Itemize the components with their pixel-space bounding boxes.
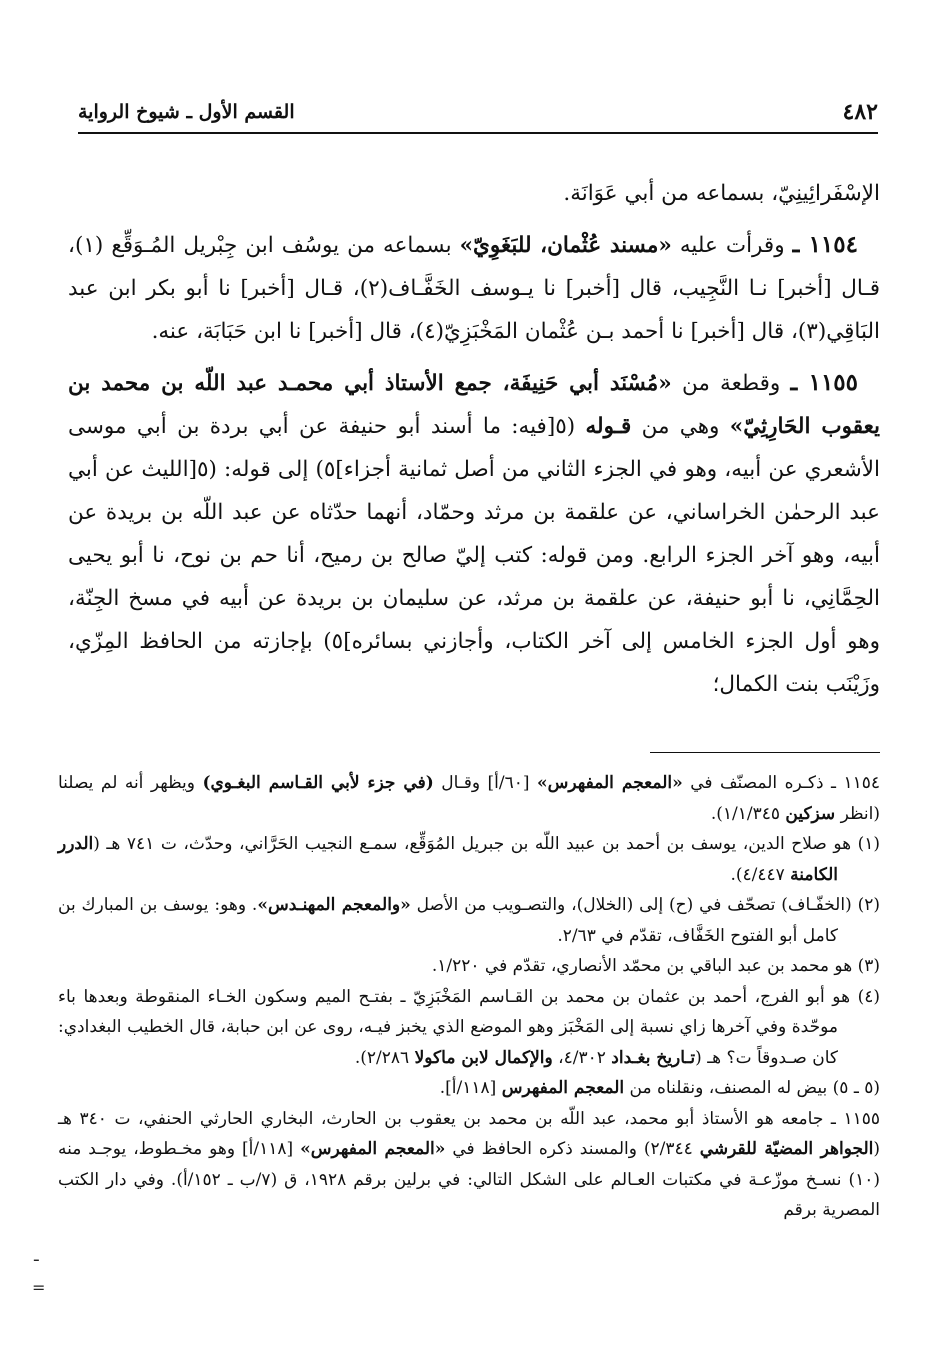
footnote-text: (٥ ـ ٥) بيض له المصنف، ونقلناه من bbox=[624, 1078, 880, 1098]
footnote-bold: الدرر الكامنة bbox=[58, 834, 838, 885]
footnote-text: ٢/٣٤٤) والمسند ذكره الحافظ في bbox=[445, 1139, 700, 1159]
footnote-text: ١/١/٣٤٥). bbox=[710, 803, 786, 824]
entry-1154-intro: وقرأت عليه bbox=[671, 233, 793, 258]
footnote-text: [١١٨/أ]. bbox=[439, 1078, 502, 1098]
footnote-1 bbox=[58, 829, 880, 890]
entry-1154 bbox=[68, 223, 880, 353]
footnote-text: (١) هو صلاح الدين، يوسف بن أحمد بن عبيد اللّه بن جبريل المُوَقِّع، سمـع النجيب الحَرَّاني، وحدّث، ت ٧٤١ هـ ( bbox=[93, 834, 881, 854]
footnote-text: [٦٠/أ] وقـال bbox=[433, 773, 537, 793]
footnote-bold: «والمعجم المهنـدس» bbox=[257, 895, 411, 915]
entry-1155-connector: وهي من bbox=[631, 414, 730, 439]
running-head: القسم الأول ـ شيوخ الرواية bbox=[78, 101, 295, 123]
entry-1155 bbox=[68, 361, 880, 706]
footnote-text: ٢/٢٨٦). bbox=[354, 1047, 415, 1068]
footnote-bold: «المعجم المفهرس» bbox=[536, 773, 683, 793]
footnote-text: ١١٥٤ ـ ذكـره المصنّف في bbox=[682, 773, 880, 793]
main-text bbox=[68, 172, 880, 714]
entry-number-1154: ١١٥٤ ـ bbox=[792, 231, 858, 258]
entry-1155-title: «مُسْنَد أبي حَنِيفَة، جمع الأستاذ أبي محمـد عبد اللّه بن محمد بن يعقوب الحَارِثِيّ» bbox=[68, 371, 880, 439]
entry-1155-intro: وقطعة من bbox=[671, 371, 791, 396]
footnote-bold: الجواهر المضيّة للقرشي bbox=[699, 1139, 874, 1159]
footnote-text: (٣) هو محمد بن عبد الباقي بن محمّد الأنصاري، تقدّم في ١/٢٢٠. bbox=[431, 956, 880, 976]
entry-1154-chain: بسماعه من يوسُف ابن جِبْريل المُـوَقِّع (١)، قـال [أخبر] نـا النَّجِيب، قال [أخبر] نا يـوسف الخَفَّـاف(٢)، قـال [أخبر] نا أبو بكر ابن عبد البَاقِي(٣)، قال [أخبر] نا أحمد بـن عُثْمان المَخْبَزِيّ(٤)، قال [أخبر] نا ابن حَبَابَة، عنه. bbox=[68, 233, 880, 344]
footnote-bold: والإكمال لابن ماكولا bbox=[414, 1047, 553, 1068]
footnote-2 bbox=[58, 890, 880, 951]
footnotes bbox=[58, 768, 880, 1226]
footnote-bold: سزكين bbox=[785, 803, 836, 824]
entry-1154-title: «مسند عُثْمان، للبَغَوِيّ» bbox=[459, 233, 672, 258]
entry-1155-qawl: قـوله bbox=[585, 414, 632, 439]
margin-mark-equals: = bbox=[32, 1278, 46, 1297]
footnote-text: . وهو: يوسف بن المبارك بن كامل أبو الفتوح الخَفَّاف، تقدّم في ٢/٦٣. bbox=[58, 895, 838, 946]
footnote-separator bbox=[650, 752, 880, 753]
continuation-text: الإسْفَرائِينِيّ، بسماعه من أبي عَوَانَة. bbox=[563, 181, 880, 206]
page-number: ٤٨٢ bbox=[842, 99, 878, 125]
footnote-4 bbox=[58, 982, 880, 1074]
footnote-text: ٤/٣٠٢، bbox=[552, 1047, 612, 1068]
footnote-text: ويظهر أنه لم يصلنا (انظر bbox=[58, 773, 880, 824]
footnote-1154 bbox=[58, 768, 880, 829]
footnote-text: (٤) هو أبو الفرج، أحمد بن عثمان بن محمد بن القـاسم المَخْبَزِيّ ـ بفتـح الميم وسكون الخـاء المنقوطة وبعدها باء موحّدة وفي آخرها زاي نسبة إلى المَخْبَز وهو الموضع الذي يخبز فيـه، روى عن ابن حبابة، قال الخطيب البغدادي: كان صـدوقاً ت؟ هـ ( bbox=[58, 986, 880, 1068]
footnote-text: ٤/٤٤٧). bbox=[730, 864, 791, 885]
footnote-bold: (في جزء لأبي القـاسم البغـوي) bbox=[202, 773, 434, 793]
footnote-text: (٢) (الخفّـاف) تصحّف في (ح) إلى (الخلال)، والتصـويب من الأصل bbox=[410, 895, 880, 915]
footnote-1155 bbox=[58, 1104, 880, 1226]
footnote-3 bbox=[58, 951, 880, 982]
footnote-text: [١١٨/أ] وهو مخـطوط، يوجـد منه (١٠) نسـخ موزّعـة في مكتبات العـالم على الشكل التالي: في برلين برقم ١٩٢٨، ق (٧/ب ـ ١٥٢/أ). وفي دار الكتب المصرية برقم bbox=[58, 1139, 880, 1220]
footnote-5 bbox=[58, 1073, 880, 1104]
margin-mark-dash: ـ bbox=[34, 1246, 39, 1265]
footnote-bold: المعجم المفهرس bbox=[501, 1078, 625, 1098]
footnote-bold: «المعجم المفهرس» bbox=[300, 1139, 446, 1159]
page-header bbox=[78, 92, 878, 134]
footnote-text: ١١٥٥ ـ جامعه هو الأستاذ أبو محمد، عبد اللّه بن محمد بن يعقوب بن الحارث، البخاري الحارثي الحنفي، ت ٣٤٠ هـ ( bbox=[58, 1108, 880, 1159]
entry-1155-text: (٥[فيه: ما أسند أبو حنيفة عن أبي بردة بن أبي موسى الأشعري عن أبيه، وهو في الجزء الثاني من أصل ثمانية أجزاء]٥) إلى قوله: (٥[الليث عن أبي عبد الرحمٰن الخراساني، عن علقمة بن مرثد وحمّاد، أنهما حدّثاه عن عبد اللّه بن بريدة عن أبيه، وهو آخر الجزء الرابع. ومن قوله: كتب إليّ صالح بن رميح، أنا حم بن نوح، نا أبو يحيى الحِمَّانِي، نا أبو حنيفة، عن علقمة بن مرثد، عن سليمان بن بريدة عن أبيه في مسخ الجِنّة، وهو أول الجزء الخامس إلى آخر الكتاب، وأجازني بسائره]٥) بإجازته من الحافظ المِزّي، وزَيْنَب بنت الكمال؛ bbox=[68, 414, 880, 697]
paragraph-continuation bbox=[68, 172, 880, 215]
entry-number-1155: ١١٥٥ ـ bbox=[790, 369, 859, 396]
footnote-bold: تـاريخ بغـداد bbox=[611, 1047, 696, 1068]
